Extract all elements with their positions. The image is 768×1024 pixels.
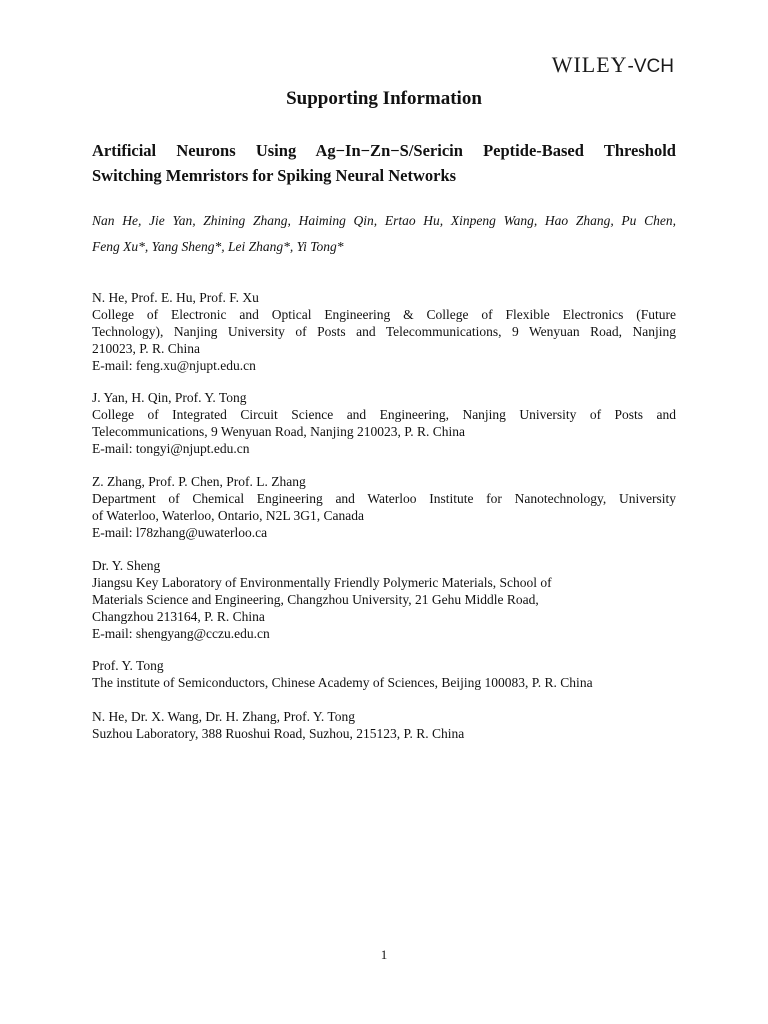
affiliation-block <box>92 473 676 541</box>
affiliation-line: Suzhou Laboratory, 388 Ruoshui Road, Suzhou, 215123, P. R. China <box>92 726 465 741</box>
author-list <box>92 208 676 260</box>
affiliation-line: College of Electronic and Optical Engineering & College of Flexible Electronics (Future <box>92 307 676 322</box>
supporting-information-heading: Supporting Information <box>286 88 482 109</box>
affiliation-email: E-mail: tongyi@njupt.edu.cn <box>92 441 250 456</box>
paper-title-line-2: Switching Memristors for Spiking Neural Networks <box>92 166 457 185</box>
author-list-line-1: Nan He, Jie Yan, Zhining Zhang, Haiming Qin, Ertao Hu, Xinpeng Wang, Hao Zhang, Pu Chen, <box>92 213 676 228</box>
affiliation-names: N. He, Prof. E. Hu, Prof. F. Xu <box>92 290 259 305</box>
affiliation-block <box>92 657 676 691</box>
affiliation-email: E-mail: feng.xu@njupt.edu.cn <box>92 358 256 373</box>
affiliation-block <box>92 708 676 742</box>
affiliation-line: Jiangsu Key Laboratory of Environmentally Friendly Polymeric Materials, School of <box>92 575 552 590</box>
affiliation-email: E-mail: l78zhang@uwaterloo.ca <box>92 525 268 540</box>
affiliation-block <box>92 557 676 642</box>
affiliation-line: Department of Chemical Engineering and Waterloo Institute for Nanotechnology, University <box>92 491 676 506</box>
paper-title <box>92 138 676 188</box>
affiliation-block <box>92 389 676 457</box>
affiliation-names: N. He, Dr. X. Wang, Dr. H. Zhang, Prof. Y. Tong <box>92 709 355 724</box>
affiliation-block <box>92 289 676 374</box>
affiliation-email: E-mail: shengyang@cczu.edu.cn <box>92 626 270 641</box>
affiliation-names: Dr. Y. Sheng <box>92 558 161 573</box>
affiliation-line: Materials Science and Engineering, Changzhou University, 21 Gehu Middle Road, <box>92 592 539 607</box>
affiliation-names: Z. Zhang, Prof. P. Chen, Prof. L. Zhang <box>92 474 306 489</box>
publisher-suffix: -VCH <box>627 56 674 77</box>
paper-title-line-1: Artificial Neurons Using Ag−In−Zn−S/Sericin Peptide-Based Threshold <box>92 141 676 160</box>
affiliation-line: The institute of Semiconductors, Chinese Academy of Sciences, Beijing 100083, P. R. China <box>92 675 593 690</box>
publisher-brand: WILEY <box>551 52 628 77</box>
affiliation-line: Telecommunications, 9 Wenyuan Road, Nanjing 210023, P. R. China <box>92 424 466 439</box>
affiliation-line: College of Integrated Circuit Science and Engineering, Nanjing University of Posts and <box>92 407 676 422</box>
affiliation-line: of Waterloo, Waterloo, Ontario, N2L 3G1, Canada <box>92 508 365 523</box>
affiliation-line: Technology), Nanjing University of Posts and Telecommunications, 9 Wenyuan Road, Nanjing <box>92 324 676 339</box>
affiliation-line: Changzhou 213164, P. R. China <box>92 609 265 624</box>
affiliation-names: J. Yan, H. Qin, Prof. Y. Tong <box>92 390 247 405</box>
page-number: 1 <box>380 947 388 962</box>
author-list-line-2: Feng Xu*, Yang Sheng*, Lei Zhang*, Yi Tong* <box>92 239 344 254</box>
affiliation-names: Prof. Y. Tong <box>92 658 164 673</box>
affiliation-line: 210023, P. R. China <box>92 341 201 356</box>
publisher-logo <box>552 52 674 78</box>
